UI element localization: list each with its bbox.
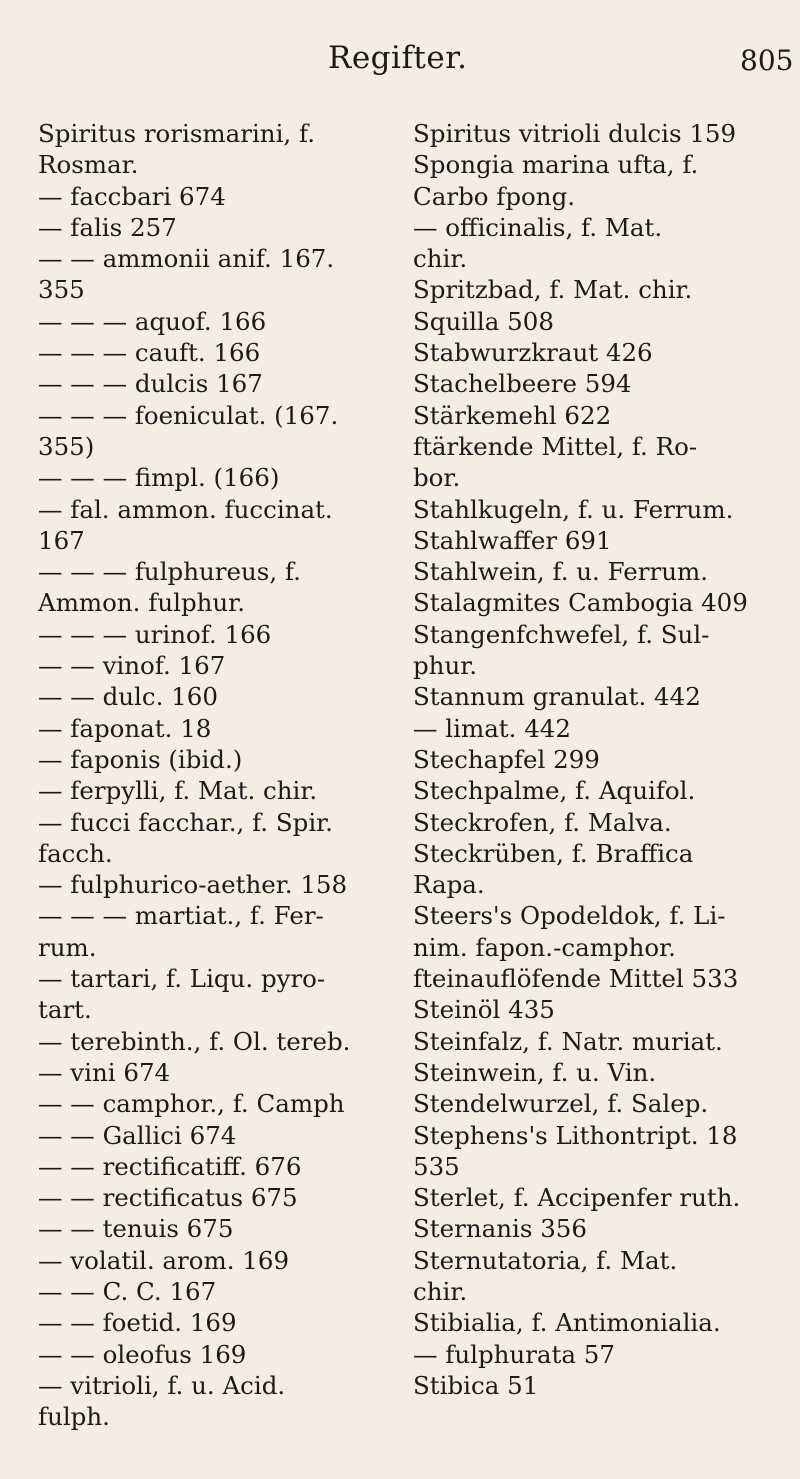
index-entry-line: — limat. 442 — [413, 713, 571, 743]
index-entry-line: Rapa. — [413, 870, 485, 900]
index-entry-line: — faponat. 18 — [38, 713, 212, 743]
index-entry-line: — — camphor., f. Camph — [38, 1089, 345, 1119]
index-entry-line: phur. — [413, 651, 478, 681]
index-entry-line: — — vinof. 167 — [38, 651, 226, 681]
index-entry-line: nim. fapon.-camphor. — [413, 932, 676, 962]
index-entry-line: fteinauflöfende Mittel 533 — [413, 964, 739, 994]
running-title: Regifter. — [328, 40, 468, 76]
index-entry-line: facch. — [38, 838, 113, 868]
index-entry-line: rum. — [38, 932, 97, 962]
index-entry-line: — officinalis, f. Mat. — [413, 212, 663, 242]
index-entry-line: — fal. ammon. fuccinat. — [38, 494, 333, 524]
index-entry-line: — ferpylli, f. Mat. chir. — [38, 776, 318, 806]
index-entry-line: Stechapfel 299 — [413, 744, 600, 774]
index-entry-line: Rosmar. — [38, 150, 139, 180]
index-entry-line: Spongia marina ufta, f. — [413, 150, 699, 180]
index-entry-line: — vini 674 — [38, 1057, 171, 1087]
index-entry-line: Stibica 51 — [413, 1370, 539, 1400]
index-entry-line: Stangenfchwefel, f. Sul- — [413, 619, 710, 649]
index-entry-line: — — rectificatiff. 676 — [38, 1151, 302, 1181]
index-entry-line: Stechpalme, f. Aquifol. — [413, 776, 696, 806]
index-entry-line: chir. — [413, 1276, 468, 1306]
index-entry-line: — — Gallici 674 — [38, 1120, 237, 1150]
index-entry-line: Sterlet, f. Accipenfer ruth. — [413, 1183, 741, 1213]
index-entry-line: — — oleofus 169 — [38, 1339, 247, 1369]
index-entry-line: — — — foeniculat. (167. — [38, 400, 339, 430]
index-entry-line: — — — martiat., f. Fer- — [38, 901, 324, 931]
index-entry-line: — — ammonii anif. 167. — [38, 244, 335, 274]
index-entry-line: — faponis (ibid.) — [38, 744, 243, 774]
index-entry-line: — fulphurata 57 — [413, 1339, 615, 1369]
index-entry-line: — falis 257 — [38, 212, 177, 242]
index-entry-line: — — — fulphureus, f. — [38, 557, 301, 587]
index-entry-line: Steckrüben, f. Braffica — [413, 838, 694, 868]
left-column — [38, 118, 403, 1432]
index-entry-line: Stibialia, f. Antimonialia. — [413, 1308, 721, 1338]
index-entry-line: Carbo fpong. — [413, 181, 576, 211]
index-entry-line: Steinfalz, f. Natr. muriat. — [413, 1026, 723, 1056]
index-entry-line: 355) — [38, 431, 95, 461]
index-entry-line: — volatil. arom. 169 — [38, 1245, 290, 1275]
index-entry-line: — — — cauft. 166 — [38, 338, 261, 368]
index-entry-line: Spritzbad, f. Mat. chir. — [413, 275, 693, 305]
index-entry-line: Stephens's Lithontript. 18 — [413, 1120, 738, 1150]
index-entry-line: 355 — [38, 275, 85, 305]
index-entry-line: — terebinth., f. Ol. tereb. — [38, 1026, 351, 1056]
index-entry-line: Stannum granulat. 442 — [413, 682, 701, 712]
index-entry-line: ftärkende Mittel, f. Ro- — [413, 431, 698, 461]
index-entry-line: — — foetid. 169 — [38, 1308, 237, 1338]
index-entry-line: Stärkemehl 622 — [413, 400, 612, 430]
index-entry-line: — — rectificatus 675 — [38, 1183, 298, 1213]
index-entry-line: Stahlkugeln, f. u. Ferrum. — [413, 494, 734, 524]
index-entry-line: — — — urinof. 166 — [38, 619, 272, 649]
index-entry-line: Spiritus rorismarini, f. — [38, 119, 315, 148]
index-entry-line: bor. — [413, 463, 461, 493]
index-entry-line: — — — fimpl. (166) — [38, 463, 280, 493]
index-entry-line: — fucci facchar., f. Spir. — [38, 807, 333, 837]
index-entry-line: Spiritus vitrioli dulcis 159 — [413, 119, 737, 148]
index-entry-line: — fulphurico-aether. 158 — [38, 870, 348, 900]
index-entry-line: 535 — [413, 1151, 460, 1181]
index-entry-line: Stabwurzkraut 426 — [413, 338, 653, 368]
index-entry-line: — — — dulcis 167 — [38, 369, 263, 399]
index-entry-line: — vitrioli, f. u. Acid. — [38, 1370, 286, 1400]
index-entry-line: Ammon. fulphur. — [38, 588, 245, 618]
index-entry-line: fulph. — [38, 1402, 110, 1432]
right-column — [413, 118, 793, 1401]
index-entry-line: — faccbari 674 — [38, 181, 226, 211]
index-entry-line: chir. — [413, 244, 468, 274]
index-entry-line: Stendelwurzel, f. Salep. — [413, 1089, 709, 1119]
index-entry-line: Steinöl 435 — [413, 995, 555, 1025]
index-entry-line: — — dulc. 160 — [38, 682, 218, 712]
index-entry-line: — — tenuis 675 — [38, 1214, 234, 1244]
index-entry-line: Squilla 508 — [413, 306, 554, 336]
index-entry-line: tart. — [38, 995, 92, 1025]
index-entry-line: Stahlwaffer 691 — [413, 525, 612, 555]
page-header — [0, 40, 800, 90]
index-entry-line: Steinwein, f. u. Vin. — [413, 1057, 657, 1087]
index-entry-line: 167 — [38, 525, 85, 555]
index-entry-line: Sternanis 356 — [413, 1214, 587, 1244]
index-entry-line: — — C. C. 167 — [38, 1276, 217, 1306]
index-entry-line: — tartari, f. Liqu. pyro- — [38, 964, 326, 994]
index-entry-line: Steers's Opodeldok, f. Li- — [413, 901, 726, 931]
page-number: 805 — [740, 44, 794, 77]
index-entry-line: Stahlwein, f. u. Ferrum. — [413, 557, 709, 587]
index-entry-line: Steckrofen, f. Malva. — [413, 807, 672, 837]
index-entry-line: Sternutatoria, f. Mat. — [413, 1245, 678, 1275]
index-entry-line: Stalagmites Cambogia 409 — [413, 588, 748, 618]
index-entry-line: — — — aquof. 166 — [38, 306, 267, 336]
index-entry-line: Stachelbeere 594 — [413, 369, 632, 399]
